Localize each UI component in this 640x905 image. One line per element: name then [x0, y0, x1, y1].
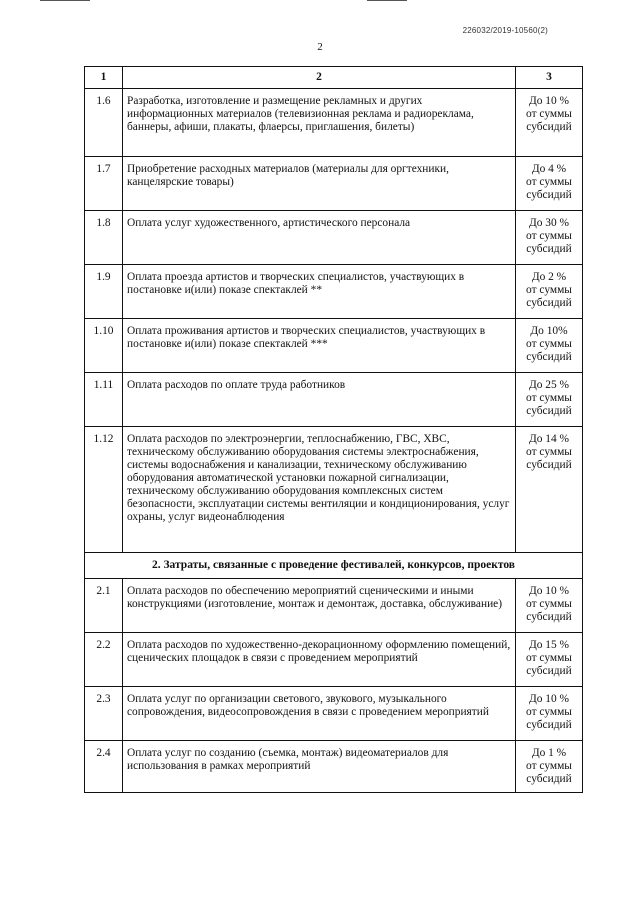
row-description: Оплата расходов по художественно-декорационному оформлению помещений, сценических площадок в связи с проведением мероприятий [123, 633, 516, 687]
table-row [85, 687, 583, 741]
expenses-table [84, 66, 583, 793]
row-limit: До 10 % от суммы субсидий [516, 579, 583, 633]
row-description: Оплата проживания артистов и творческих специалистов, участвующих в постановке и(или) показе спектаклей *** [123, 319, 516, 373]
table-row [85, 633, 583, 687]
row-number: 2.1 [85, 579, 123, 633]
row-number: 1.10 [85, 319, 123, 373]
row-limit: До 25 % от суммы субсидий [516, 373, 583, 427]
row-description: Оплата расходов по оплате труда работников [123, 373, 516, 427]
section-row [85, 553, 583, 579]
row-description: Оплата расходов по обеспечению мероприятий сценическими и иными конструкциями (изготовление, монтаж и демонтаж, доставка, обслуживание) [123, 579, 516, 633]
row-number: 1.7 [85, 157, 123, 211]
table-row [85, 319, 583, 373]
table-row [85, 373, 583, 427]
document-id: 226032/2019-10560(2) [462, 26, 548, 35]
row-number: 1.9 [85, 265, 123, 319]
row-limit: До 10 % от суммы субсидий [516, 687, 583, 741]
row-limit: До 4 % от суммы субсидий [516, 157, 583, 211]
table-row [85, 427, 583, 553]
row-limit: До 30 % от суммы субсидий [516, 211, 583, 265]
row-description: Разработка, изготовление и размещение рекламных и других информационных материалов (телевизионная реклама и радиореклама, баннеры, афиши, плакаты, флаерсы, приглашения, билеты) [123, 89, 516, 157]
table-row [85, 579, 583, 633]
section-2-title: 2. Затраты, связанные с проведение фестивалей, конкурсов, проектов [85, 553, 583, 579]
row-limit: До 2 % от суммы субсидий [516, 265, 583, 319]
table-row [85, 265, 583, 319]
row-number: 2.4 [85, 741, 123, 793]
row-number: 1.8 [85, 211, 123, 265]
row-limit: До 15 % от суммы субсидий [516, 633, 583, 687]
table-row [85, 211, 583, 265]
table-row [85, 157, 583, 211]
column-header: 2 [123, 67, 516, 89]
row-limit: До 10% от суммы субсидий [516, 319, 583, 373]
row-number: 2.2 [85, 633, 123, 687]
table-row [85, 89, 583, 157]
row-description: Оплата услуг по организации светового, звукового, музыкального сопровождения, видеосопровождения в связи с проведением мероприятий [123, 687, 516, 741]
row-limit: До 14 % от суммы субсидий [516, 427, 583, 553]
top-scan-line-right [367, 0, 407, 1]
column-header: 3 [516, 67, 583, 89]
row-number: 1.12 [85, 427, 123, 553]
table-header-row [85, 67, 583, 89]
row-limit: До 1 % от суммы субсидий [516, 741, 583, 793]
row-number: 2.3 [85, 687, 123, 741]
page-number: 2 [317, 41, 323, 53]
row-description: Оплата расходов по электроэнергии, теплоснабжению, ГВС, ХВС, техническому обслуживанию оборудования системы электроснабжения, системы водоснабжения и канализации, техническому обслуживанию оборудования автоматической установки пожарной сигнализации, техническому обслуживанию оборудования комплексных систем безопасности, эксплуатации системы вентиляции и кондиционирования, услуг охраны, услуг видеонаблюдения [123, 427, 516, 553]
column-header: 1 [85, 67, 123, 89]
top-scan-line-left [40, 0, 90, 1]
row-number: 1.6 [85, 89, 123, 157]
row-limit: До 10 % от суммы субсидий [516, 89, 583, 157]
row-description: Оплата проезда артистов и творческих специалистов, участвующих в постановке и(или) показе спектаклей ** [123, 265, 516, 319]
row-description: Приобретение расходных материалов (материалы для оргтехники, канцелярские товары) [123, 157, 516, 211]
table-row [85, 741, 583, 793]
row-description: Оплата услуг художественного, артистического персонала [123, 211, 516, 265]
row-description: Оплата услуг по созданию (съемка, монтаж) видеоматериалов для использования в рамках мероприятий [123, 741, 516, 793]
row-number: 1.11 [85, 373, 123, 427]
